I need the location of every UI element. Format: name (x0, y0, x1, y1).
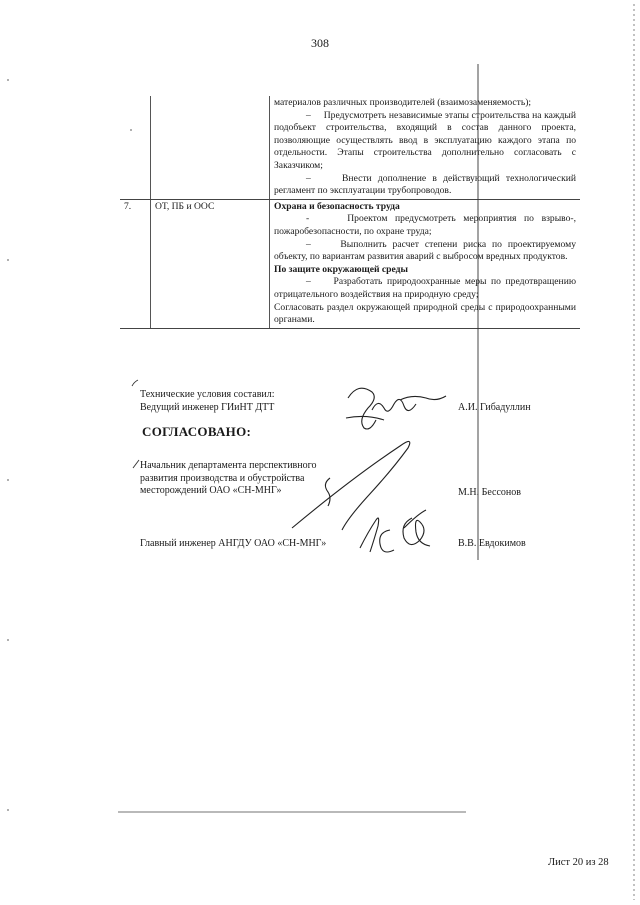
head-name: М.Н. Бессонов (458, 487, 521, 498)
requirement-text: – Внести дополнение в действующий технологический регламент по эксплуатации трубопроводов. (274, 172, 576, 197)
composer-caption: Технические условия составил: (140, 389, 275, 400)
pen-mark (133, 460, 139, 468)
requirement-text: – Предусмотреть независимые этапы строительства на каждый подобъект строительства, входящий в состав данного проекта, позволяющие осуществлять ввод в эксплуатацию каждого этапа по отдельности. Этапы строительства дополнительно согласовать с Заказчиком; (274, 109, 576, 171)
head-title-line: развития производства и обустройства (140, 472, 305, 484)
requirement-text: - Проектом предусмотреть мероприятия по взрыво-, пожаробезопасности, по охране труда; (274, 213, 576, 237)
binding-marks (7, 79, 132, 811)
signature-bessonov (292, 441, 410, 530)
head-title-line: Начальник департамента перспективного (140, 460, 317, 471)
chief-engineer-name: В.В. Евдокимов (458, 538, 526, 549)
composer-name: А.И. Гибадуллин (458, 402, 531, 413)
requirement-text: Согласовать раздел окружающей природной среды с природоохранными органами. (274, 301, 576, 326)
requirement-text: – Выполнить расчет степени риска по проектируемому объекту, по вариантам развития аварий с выбросом вредных продуктов. (274, 238, 576, 263)
head-title-line: месторождений ОАО «СН-МНГ» (140, 485, 282, 496)
row-number-cell: 7. (120, 199, 151, 328)
agreed-heading: СОГЛАСОВАНО: (142, 424, 252, 439)
requirement-text: материалов различных производителей (взаимозаменяемость); (274, 97, 532, 108)
department-cell: ОТ, ПБ и ООС (151, 199, 270, 328)
requirement-text: – Разработать природоохранные меры по предотвращению отрицательного воздействия на природную среду; (274, 276, 576, 300)
signature-gibadullin (346, 388, 446, 429)
page-number: 308 (311, 36, 329, 50)
composer-title: Ведущий инженер ГИиНТ ДТТ (140, 401, 275, 413)
sheet-number: Лист 20 из 28 (548, 857, 609, 868)
section-heading: По защите окружающей среды (274, 263, 408, 275)
pen-mark (132, 380, 138, 386)
chief-engineer-title: Главный инженер АНГДУ ОАО «СН-МНГ» (140, 538, 327, 549)
section-heading: Охрана и безопасность труда (274, 200, 400, 212)
signature-evdokimov (360, 510, 430, 552)
